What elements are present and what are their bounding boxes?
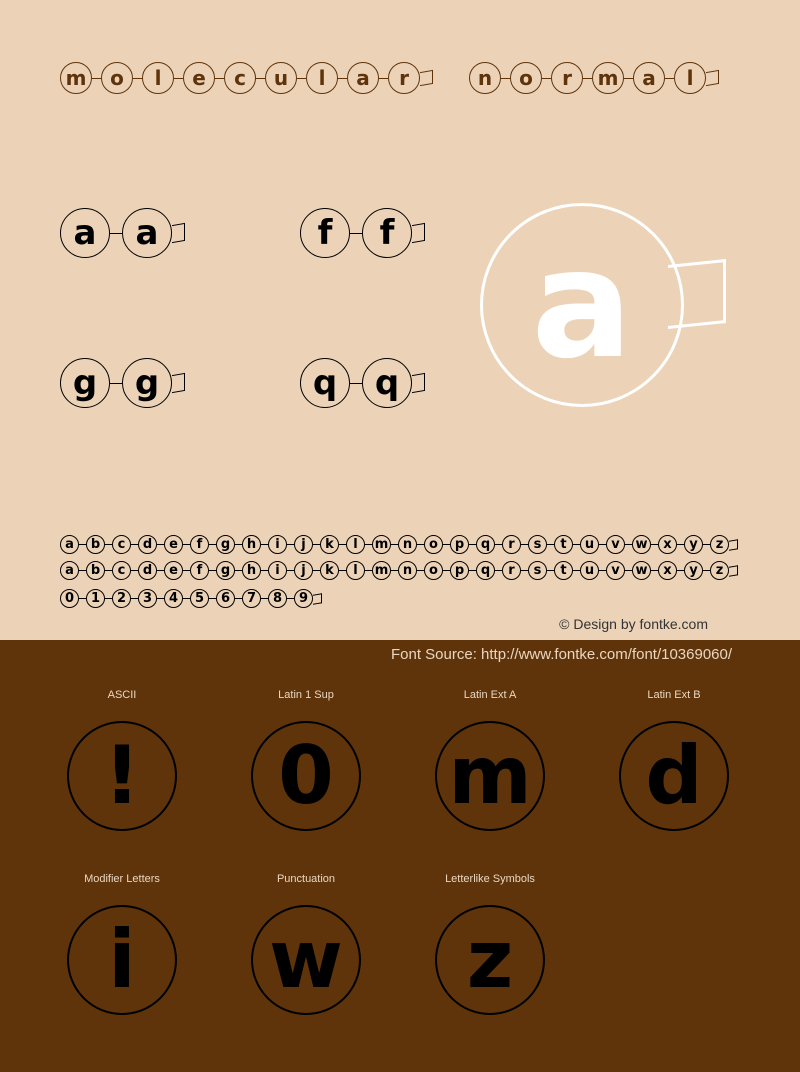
chain-bead: o (424, 561, 443, 580)
chain-bead: s (528, 561, 547, 580)
chain-link (131, 570, 138, 571)
block-latin-1-sup[interactable] (236, 689, 376, 831)
chain-bead: d (138, 535, 157, 554)
block-latin-ext-a[interactable] (420, 689, 560, 831)
block-label: Latin Ext A (463, 689, 517, 701)
chain-link (583, 78, 592, 79)
chain-bead: q (476, 561, 495, 580)
block-punctuation[interactable] (236, 873, 376, 1015)
chain-bead: t (554, 535, 573, 554)
chain-bead: h (242, 561, 261, 580)
chain-link (174, 78, 183, 79)
chain-bead: z (710, 535, 729, 554)
chain-bead: q (476, 535, 495, 554)
block-label: Latin Ext B (647, 689, 701, 701)
chain-link (131, 544, 138, 545)
chain-bead: a (60, 561, 79, 580)
chain-link (379, 78, 388, 79)
chain-link (235, 570, 242, 571)
block-glyph: 0 (251, 721, 361, 831)
chain-tail (172, 373, 185, 393)
font-title (60, 62, 719, 94)
block-glyph: ! (67, 721, 177, 831)
chain-bead: w (632, 561, 651, 580)
chain-link (547, 570, 554, 571)
chain-bead: j (294, 561, 313, 580)
chain-bead: e (183, 62, 215, 94)
chain-bead: z (710, 561, 729, 580)
chain-bead: 6 (216, 589, 235, 608)
chain-link (235, 544, 242, 545)
chain-link (469, 570, 476, 571)
chain-bead: g (216, 561, 235, 580)
chain-bead: g (60, 358, 110, 408)
block-label: Punctuation (276, 873, 336, 885)
chain-link (599, 570, 606, 571)
chain-link (110, 383, 122, 384)
chain-bead: m (592, 62, 624, 94)
chain-tail (172, 223, 185, 243)
chain-link (287, 544, 294, 545)
chain-link (79, 598, 86, 599)
chain-bead: h (242, 535, 261, 554)
chain-link (297, 78, 306, 79)
copyright-text: © Design by fontke.com (559, 616, 708, 632)
block-label: Latin 1 Sup (278, 689, 334, 701)
chain-link (501, 78, 510, 79)
chain-bead: o (101, 62, 133, 94)
chain-bead: e (164, 561, 183, 580)
chain-tail (706, 70, 719, 86)
block-glyph: d (619, 721, 729, 831)
chain-bead: f (300, 208, 350, 258)
chain-link (350, 233, 362, 234)
chain-link (625, 570, 632, 571)
block-label: Letterlike Symbols (445, 873, 535, 885)
chain-bead: f (362, 208, 412, 258)
chain-link (157, 544, 164, 545)
chain-bead: y (684, 535, 703, 554)
chain-link (417, 570, 424, 571)
chain-bead: a (60, 208, 110, 258)
chain-tail (729, 565, 738, 577)
chain-bead: c (112, 561, 131, 580)
block-glyph: i (67, 905, 177, 1015)
chain-tail (420, 70, 433, 86)
chain-link (157, 570, 164, 571)
chain-link (183, 570, 190, 571)
glyph-pair-g (60, 358, 185, 408)
chain-link (183, 598, 190, 599)
chain-bead: l (306, 62, 338, 94)
chain-bead: x (658, 561, 677, 580)
block-glyph: w (251, 905, 361, 1015)
chain-tail (412, 223, 425, 243)
chain-bead: o (424, 535, 443, 554)
chain-bead: q (362, 358, 412, 408)
chain-link (209, 544, 216, 545)
chain-bead: r (551, 62, 583, 94)
chain-link (469, 544, 476, 545)
chain-link (261, 544, 268, 545)
big-glyph (480, 203, 684, 407)
chain-link (443, 544, 450, 545)
chain-link (573, 544, 580, 545)
chain-bead: n (398, 561, 417, 580)
chain-bead: c (224, 62, 256, 94)
chain-bead: x (658, 535, 677, 554)
chain-link (79, 544, 86, 545)
chain-bead: 0 (60, 589, 79, 608)
chain-link (105, 544, 112, 545)
chain-link (256, 78, 265, 79)
chain-bead: e (164, 535, 183, 554)
chain-link (365, 570, 372, 571)
chain-bead: u (580, 535, 599, 554)
chain-bead: r (502, 561, 521, 580)
chain-link (547, 544, 554, 545)
chain-link (443, 570, 450, 571)
chain-link (131, 598, 138, 599)
alphabet-lower-row (60, 535, 738, 554)
chain-bead: u (580, 561, 599, 580)
chain-bead: 5 (190, 589, 209, 608)
chain-link (677, 570, 684, 571)
chain-bead: 1 (86, 589, 105, 608)
chain-link (624, 78, 633, 79)
glyph-pair-a (60, 208, 185, 258)
block-label: Modifier Letters (84, 873, 160, 885)
chain-link (209, 570, 216, 571)
glyph-pair-f (300, 208, 425, 258)
block-label: ASCII (107, 689, 137, 701)
chain-link (521, 544, 528, 545)
digits-row (60, 589, 322, 608)
chain-bead: v (606, 535, 625, 554)
block-latin-ext-b[interactable] (604, 689, 744, 831)
chain-bead: 2 (112, 589, 131, 608)
chain-link (521, 570, 528, 571)
big-glyph-char: a (531, 218, 633, 392)
chain-link (79, 570, 86, 571)
chain-link (133, 78, 142, 79)
chain-bead: l (346, 535, 365, 554)
chain-link (350, 383, 362, 384)
chain-link (157, 598, 164, 599)
chain-link (365, 544, 372, 545)
chain-bead: w (632, 535, 651, 554)
chain-link (313, 544, 320, 545)
chain-bead: m (372, 561, 391, 580)
chain-link (391, 544, 398, 545)
alphabet-upper-row (60, 561, 738, 580)
chain-tail (412, 373, 425, 393)
chain-link (261, 570, 268, 571)
block-ascii[interactable] (52, 689, 192, 831)
chain-bead: i (268, 535, 287, 554)
chain-link (339, 544, 346, 545)
block-modifier-letters[interactable] (52, 873, 192, 1015)
chain-bead: 7 (242, 589, 261, 608)
chain-link (313, 570, 320, 571)
chain-bead: l (674, 62, 706, 94)
chain-bead: m (372, 535, 391, 554)
chain-bead: a (122, 208, 172, 258)
chain-bead: 9 (294, 589, 313, 608)
chain-bead: f (190, 561, 209, 580)
chain-link (105, 570, 112, 571)
chain-bead: g (216, 535, 235, 554)
chain-link (625, 544, 632, 545)
chain-bead: o (510, 62, 542, 94)
chain-link (287, 598, 294, 599)
chain-bead: n (469, 62, 501, 94)
chain-link (703, 544, 710, 545)
chain-bead: l (346, 561, 365, 580)
font-source-link[interactable]: Font Source: http://www.fontke.com/font/10369060/ (391, 646, 733, 663)
chain-link (651, 570, 658, 571)
chain-bead: v (606, 561, 625, 580)
chain-bead: k (320, 535, 339, 554)
glyph-pair-q (300, 358, 425, 408)
chain-link (105, 598, 112, 599)
block-glyph: z (435, 905, 545, 1015)
chain-bead: y (684, 561, 703, 580)
chain-bead: r (502, 535, 521, 554)
chain-bead: m (60, 62, 92, 94)
chain-bead: u (265, 62, 297, 94)
chain-bead: a (633, 62, 665, 94)
chain-bead: i (268, 561, 287, 580)
chain-link (209, 598, 216, 599)
chain-link (573, 570, 580, 571)
chain-link (183, 544, 190, 545)
chain-bead: f (190, 535, 209, 554)
chain-link (261, 598, 268, 599)
chain-bead: 8 (268, 589, 287, 608)
chain-tail (729, 539, 738, 551)
chain-bead: q (300, 358, 350, 408)
chain-bead: d (138, 561, 157, 580)
chain-link (417, 544, 424, 545)
chain-link (495, 544, 502, 545)
chain-bead: j (294, 535, 313, 554)
chain-bead: a (60, 535, 79, 554)
chain-bead: c (112, 535, 131, 554)
chain-link (287, 570, 294, 571)
chain-link (235, 598, 242, 599)
glyph-blocks-panel (0, 640, 800, 1072)
chain-link (338, 78, 347, 79)
chain-bead: b (86, 561, 105, 580)
chain-link (215, 78, 224, 79)
block-glyph: m (435, 721, 545, 831)
chain-link (391, 570, 398, 571)
chain-bead: s (528, 535, 547, 554)
chain-link (92, 78, 101, 79)
chain-bead: 4 (164, 589, 183, 608)
chain-link (495, 570, 502, 571)
chain-link (665, 78, 674, 79)
chain-bead: 3 (138, 589, 157, 608)
chain-link (703, 570, 710, 571)
chain-bead: a (347, 62, 379, 94)
chain-tail (313, 593, 322, 605)
chain-bead: r (388, 62, 420, 94)
chain-link (599, 544, 606, 545)
chain-bead: b (86, 535, 105, 554)
chain-link (677, 544, 684, 545)
chain-bead: n (398, 535, 417, 554)
chain-bead: t (554, 561, 573, 580)
chain-bead: p (450, 561, 469, 580)
chain-link (542, 78, 551, 79)
block-letterlike-symbols[interactable] (420, 873, 560, 1015)
chain-link (651, 544, 658, 545)
chain-bead: k (320, 561, 339, 580)
chain-bead: g (122, 358, 172, 408)
chain-bead: p (450, 535, 469, 554)
chain-bead: l (142, 62, 174, 94)
chain-link (339, 570, 346, 571)
chain-link (110, 233, 122, 234)
